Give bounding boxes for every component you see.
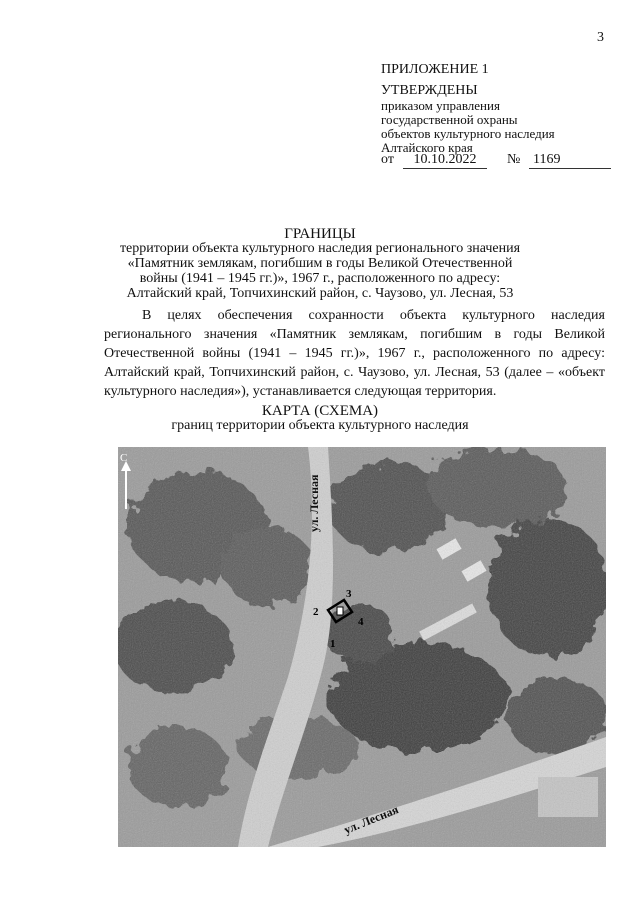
map-subtitle: границ территории объекта культурного наследия — [171, 418, 469, 433]
approval-line: объектов культурного наследия — [381, 126, 555, 141]
number-sign: № — [507, 152, 521, 167]
date-prefix: от — [381, 152, 394, 167]
approval-heading: УТВЕРЖДЕНЫ — [381, 83, 478, 98]
body-paragraph — [104, 306, 605, 401]
subtitle-line: территории объекта культурного наследия регионального значения — [119, 241, 521, 256]
aerial-map — [118, 447, 606, 847]
body-text: В целях обеспечения сохранности объекта культурного наследия регионального значения «Памятник землякам, погибшим в годы Великой Отечественной войны (1941 – 1945 гг.)», 1967 г., расположенного по адресу: Алтайский край, Топчихинский район, с. Чаузово, ул. Лесная, 53 (далее – «объект культурного наследия»), устанавливается следующая территория. — [104, 308, 605, 399]
monument-marker — [337, 607, 343, 615]
point-label: 3 — [346, 588, 352, 600]
point-label: 2 — [313, 606, 319, 618]
street-label: ул. Лесная — [341, 802, 401, 837]
approval-date-number — [381, 152, 611, 172]
subtitle-line: «Памятник землякам, погибшим в годы Великой Отечественной — [127, 256, 513, 271]
document-title: ГРАНИЦЫ — [284, 226, 356, 242]
approval-date: 10.10.2022 — [403, 152, 487, 169]
appendix-label: ПРИЛОЖЕНИЕ 1 — [381, 62, 489, 77]
subtitle-line: Алтайский край, Топчихинский район, с. Чаузово, ул. Лесная, 53 — [126, 286, 514, 301]
approval-line: государственной охраны — [381, 112, 518, 127]
point-label: 1 — [330, 638, 336, 650]
street-label: ул. Лесная — [307, 474, 321, 532]
approval-line: приказом управления — [381, 98, 500, 113]
point-label: 4 — [358, 616, 364, 628]
north-label: С — [120, 452, 128, 464]
approval-line: Алтайского края — [381, 140, 473, 155]
subtitle-line: войны (1941 – 1945 гг.)», 1967 г., расположенного по адресу: — [139, 271, 501, 286]
page-number: 3 — [597, 30, 604, 45]
aerial-map-image — [118, 447, 606, 847]
approval-number: 1169 — [529, 152, 611, 169]
map-title: КАРТА (СХЕМА) — [261, 403, 379, 419]
